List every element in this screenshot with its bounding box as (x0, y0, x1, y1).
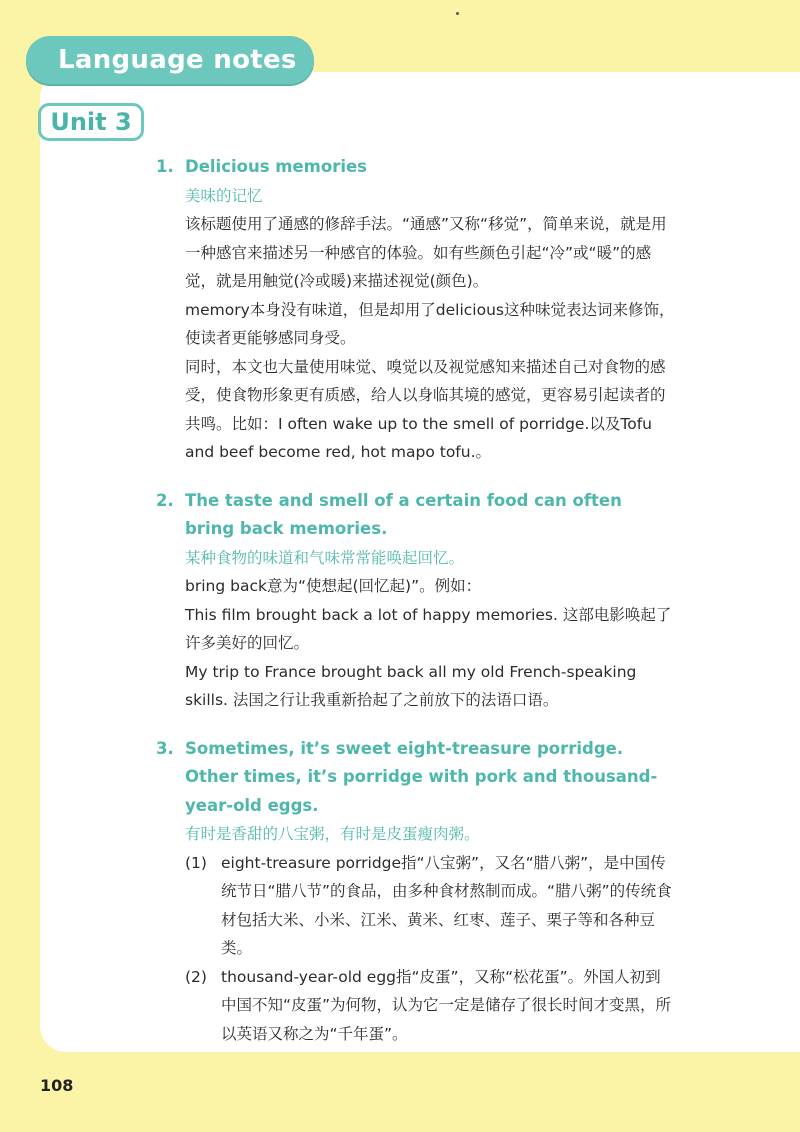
note-paragraph: 该标题使用了通感的修辞手法。“通感”又称“移觉”，简单来说，就是用一种感官来描述另一种感官的体验。如有些颜色引起“冷”或“暖”的感觉，就是用触觉(冷或暖)来描述视觉(颜色)。 (185, 215, 667, 290)
note-2 (156, 487, 676, 715)
note-heading (156, 153, 676, 182)
page-title: Language notes (58, 45, 297, 75)
note-heading (156, 735, 676, 821)
note-1 (156, 153, 676, 467)
note-heading (156, 487, 676, 544)
note-title: Sometimes, it’s sweet eight-treasure porridge. Other times, it’s porridge with pork and thousand-year-old eggs. (185, 738, 658, 815)
note-body (156, 544, 676, 715)
note-number: 3. (156, 738, 174, 758)
note-title: The taste and smell of a certain food can often bring back memories. (185, 490, 622, 538)
notes-content (156, 153, 676, 1068)
note-number: 2. (156, 490, 174, 510)
subitem-number: (2) (185, 967, 207, 986)
speck-mark (456, 12, 459, 15)
note-zh-title: 有时是香甜的八宝粥，有时是皮蛋瘦肉粥。 (185, 825, 480, 843)
note-paragraph: My trip to France brought back all my old French-speaking skills. 法国之行让我重新拾起了之前放下的法语口语。 (185, 662, 637, 709)
note-paragraph: 同时，本文也大量使用味觉、嗅觉以及视觉感知来描述自己对食物的感受，使食物形象更有质感，给人以身临其境的感觉，更容易引起读者的共鸣。比如：I often wake up to the smell of porridge.以及Tofu and beef become red, hot mapo tofu.。 (185, 357, 666, 461)
page-number: 108 (40, 1076, 74, 1095)
note-paragraph: memory本身没有味道，但是却用了delicious这种味觉表达词来修饰，使读者更能够感同身受。 (185, 300, 675, 347)
note-zh-title: 某种食物的味道和气味常常能唤起回忆。 (185, 548, 465, 567)
subitem-text: eight-treasure porridge指“八宝粥”，又名“腊八粥”，是中国传统节日“腊八节”的食品，由多种食材熬制而成。“腊八粥”的传统食材包括大米、小米、江米、黄米、红枣、莲子、栗子等和各种豆类。 (221, 853, 672, 957)
note-3 (156, 735, 676, 1049)
note-title: Delicious memories (185, 157, 367, 176)
note-zh-title: 美味的记忆 (185, 186, 263, 205)
note-paragraph: bring back意为“使想起(回忆起)”。例如： (185, 577, 482, 595)
note-number: 1. (156, 157, 174, 176)
note-body (156, 820, 676, 1048)
unit-label: Unit 3 (50, 108, 132, 136)
subitem-text: thousand-year-old egg指“皮蛋”，又称“松花蛋”。外国人初到中国不知“皮蛋”为何物，认为它一定是储存了很长时间才变黑，所以英语又称之为“千年蛋”。 (221, 967, 672, 1043)
note-subitem (185, 963, 676, 1049)
note-paragraph: This film brought back a lot of happy memories. 这部电影唤起了许多美好的回忆。 (185, 605, 672, 652)
note-subitem (185, 849, 676, 963)
subitem-number: (1) (185, 853, 207, 872)
note-body (156, 182, 676, 467)
